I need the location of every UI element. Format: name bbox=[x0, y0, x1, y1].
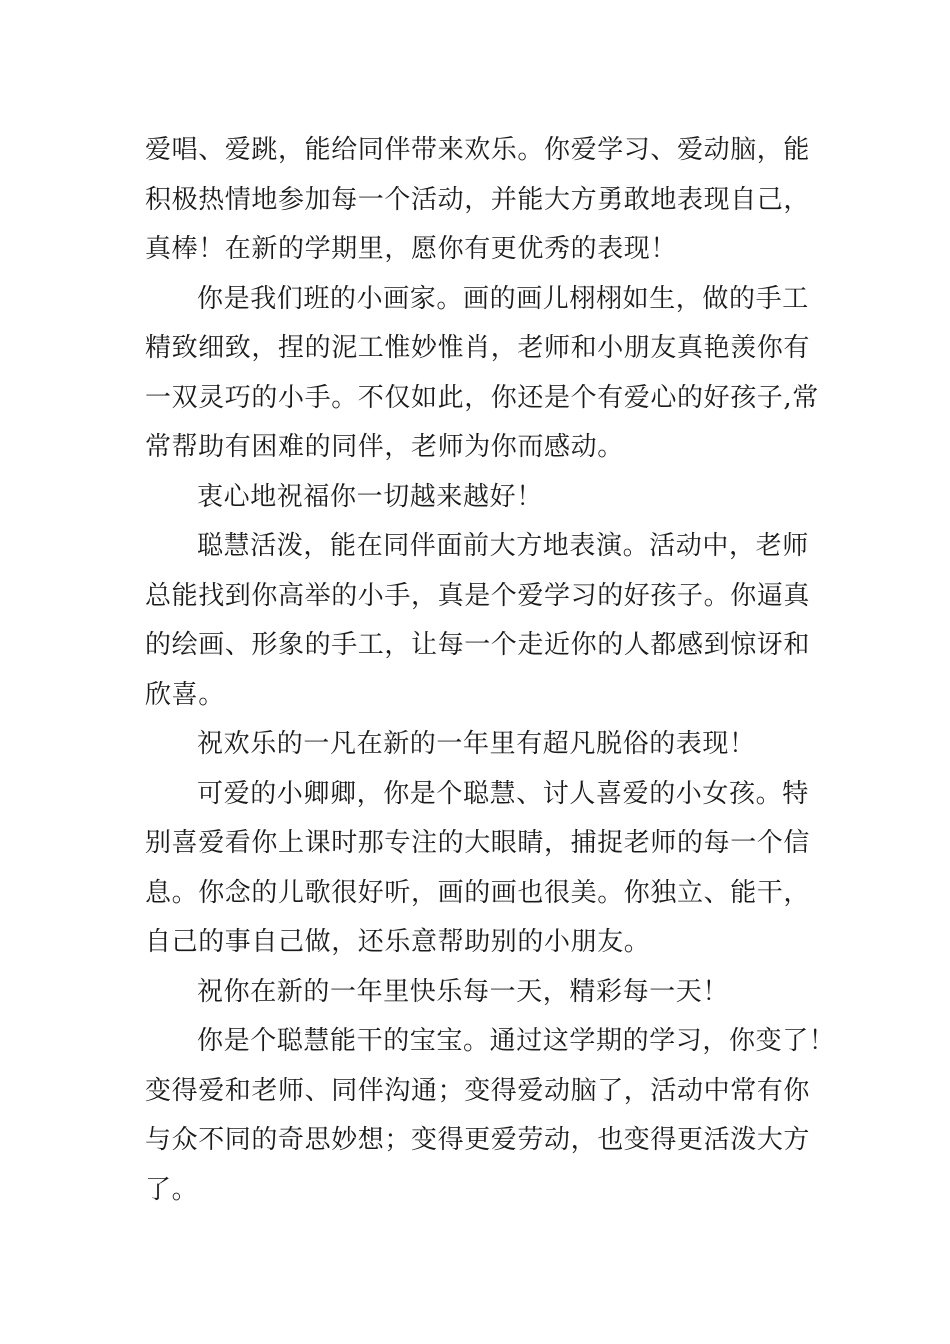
paragraph-first-line: 聪慧活泼，能在同伴面前大方地表演。活动中，老师 bbox=[197, 531, 809, 561]
text-line: 与众不同的奇思妙想；变得更爱劳动，也变得更活泼大方 bbox=[145, 1125, 811, 1155]
text-line: 积极热情地参加每一个活动，并能大方勇敢地表现自己， bbox=[145, 184, 811, 215]
text-line: 精致细致，捏的泥工惟妙惟肖，老师和小朋友真艳羡你有 bbox=[145, 333, 811, 363]
paragraph-first-line: 你是个聪慧能干的宝宝。通过这学期的学习，你变了！ bbox=[197, 1026, 836, 1056]
text-line: 自己的事自己做，还乐意帮助别的小朋友。 bbox=[145, 927, 651, 957]
text-line: 别喜爱看你上课时那专注的大眼睛，捕捉老师的每一个信 bbox=[145, 828, 811, 858]
paragraph-first-line: 祝你在新的一年里快乐每一天，精彩每一天！ bbox=[197, 976, 730, 1007]
paragraph-first-line: 可爱的小卿卿，你是个聪慧、讨人喜爱的小女孩。特 bbox=[197, 778, 809, 809]
text-line: 变得爱和老师、同伴沟通；变得爱动脑了，活动中常有你 bbox=[145, 1075, 811, 1106]
text-line: 真棒！在新的学期里，愿你有更优秀的表现！ bbox=[145, 234, 678, 264]
text-line: 的绘画、形象的手工，让每一个走近你的人都感到惊讶和 bbox=[145, 630, 811, 660]
paragraph-first-line: 衷心地祝福你一切越来越好！ bbox=[197, 481, 543, 512]
text-line: 一双灵巧的小手。不仅如此，你还是个有爱心的好孩子,常 bbox=[145, 382, 819, 413]
paragraph-first-line: 祝欢乐的一凡在新的一年里有超凡脱俗的表现！ bbox=[197, 729, 756, 759]
text-line: 了。 bbox=[145, 1174, 199, 1205]
text-line: 息。你念的儿歌很好听，画的画也很美。你独立、能干， bbox=[145, 877, 811, 908]
document-body bbox=[145, 126, 836, 1215]
text-line: 常帮助有困难的同伴，老师为你而感动。 bbox=[145, 432, 624, 462]
text-line: 爱唱、爱跳，能给同伴带来欢乐。你爱学习、爱动脑，能 bbox=[145, 135, 811, 165]
text-line: 总能找到你高举的小手，真是个爱学习的好孩子。你逼真 bbox=[145, 580, 811, 611]
text-line: 欣喜。 bbox=[145, 679, 225, 710]
paragraph-first-line: 你是我们班的小画家。画的画儿栩栩如生，做的手工 bbox=[197, 283, 809, 314]
